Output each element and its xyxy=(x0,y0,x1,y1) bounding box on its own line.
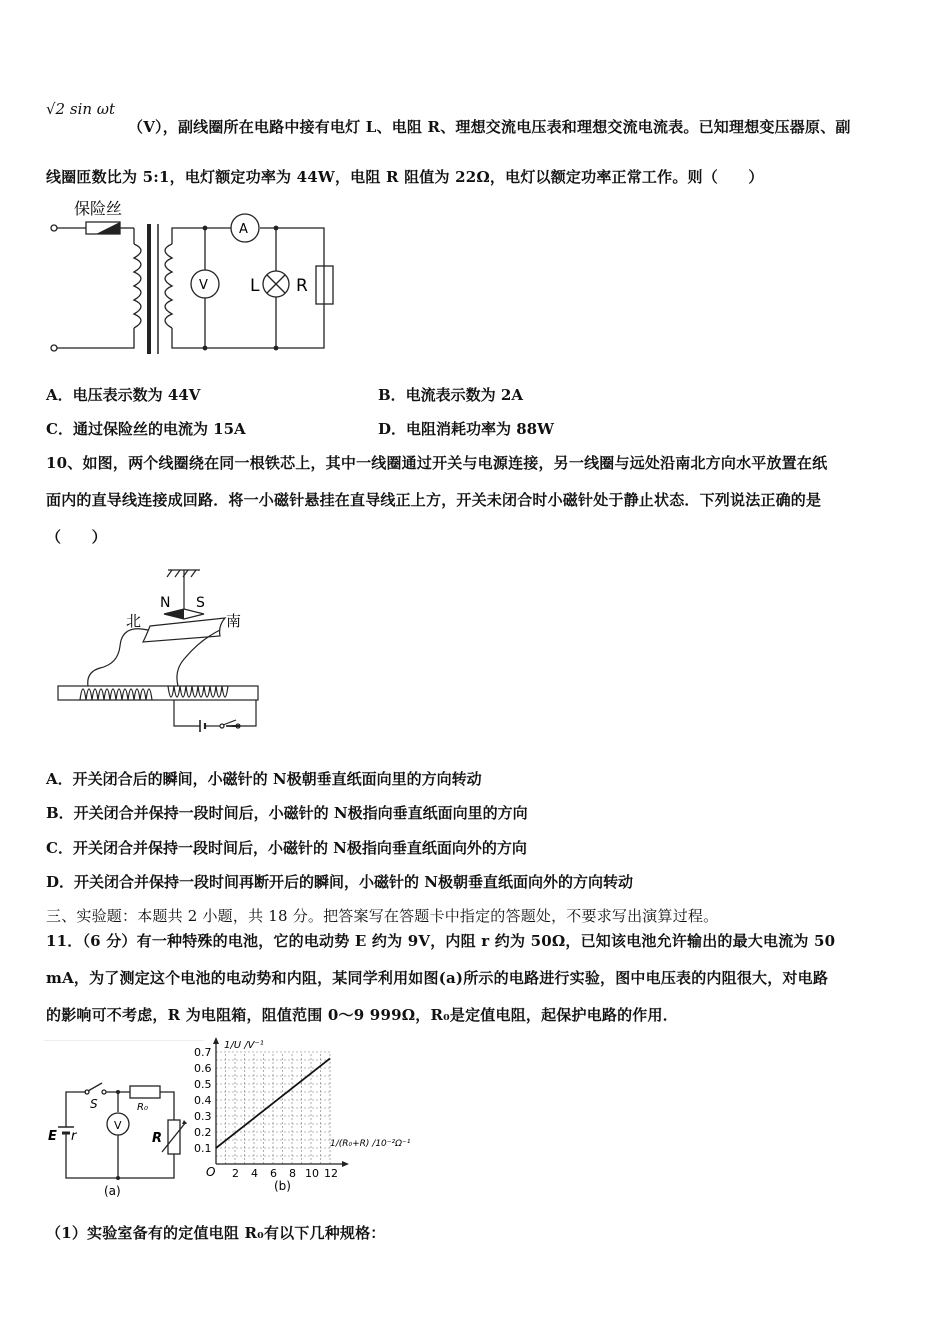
graph-b-chart xyxy=(188,1030,428,1200)
x-tick-label: 6 xyxy=(270,1167,277,1180)
x-axis-arrow xyxy=(342,1161,349,1167)
q9-option-c: C．通过保险丝的电流为 15A xyxy=(46,420,246,438)
y-axis-arrow xyxy=(213,1037,219,1044)
lamp-label: L xyxy=(250,276,260,296)
x-tick-label: 8 xyxy=(289,1167,296,1180)
section3-heading: 三、实验题：本题共 2 小题，共 18 分。把答案写在答题卡中指定的答题处，不要求写出演算过程。 xyxy=(46,907,719,925)
q9-option-d: D．电阻消耗功率为 88W xyxy=(378,420,554,438)
resbox-label: R xyxy=(152,1131,163,1146)
switch-label: S xyxy=(90,1097,98,1111)
north-label: 北 xyxy=(126,612,142,630)
y-tick-label: 0.1 xyxy=(194,1142,212,1155)
y-tick-label: 0.7 xyxy=(194,1046,212,1059)
x-axis-label: 1/(R₀+R) /10⁻²Ω⁻¹ xyxy=(330,1139,411,1149)
voltmeter-a-label: V xyxy=(114,1119,122,1132)
q10-option-d: D．开关闭合并保持一段时间再断开后的瞬间，小磁针的 N极朝垂直纸面向外的方向转动 xyxy=(46,873,633,891)
q11-line3: 的影响可不考虑，R 为电阻箱，阻值范围 0～9 999Ω，R₀是定值电阻，起保护电路的作用． xyxy=(46,1006,678,1024)
x-tick-label: 12 xyxy=(324,1167,338,1180)
ammeter-label: A xyxy=(239,222,248,237)
south-label: 南 xyxy=(226,612,242,630)
q11-sub1: （1）实验室备有的定值电阻 R₀有以下几种规格： xyxy=(46,1224,386,1242)
q10-option-c: C．开关闭合并保持一段时间后，小磁针的 N极指向垂直纸面向外的方向 xyxy=(46,839,527,857)
x-tick-label: 10 xyxy=(305,1167,319,1180)
coil-compass-figure xyxy=(50,560,280,745)
q9-line2: 线圈匝数比为 5:1，电灯额定功率为 44W，电阻 R 阻值为 22Ω，电灯以额定功率正常工作。则（ ） xyxy=(46,168,764,186)
x-tick-label: 2 xyxy=(232,1167,239,1180)
r0-label: R₀ xyxy=(137,1102,148,1113)
fuse-label: 保险丝 xyxy=(74,199,123,218)
y-tick-label: 0.5 xyxy=(194,1078,212,1091)
sqrt-expression: √2 sin ωt xyxy=(46,100,116,118)
q10-line2: 面内的直导线连接成回路．将一小磁针悬挂在直导线正上方，开关未闭合时小磁针处于静止状态．下列说法正确的是 xyxy=(46,491,822,509)
q10-line3: （ ） xyxy=(46,528,107,546)
y-tick-label: 0.2 xyxy=(194,1126,212,1139)
q9-option-b: B．电流表示数为 2A xyxy=(378,386,523,404)
q9-line1: （V），副线圈所在电路中接有电灯 L、电阻 R、理想交流电压表和理想交流电流表。已知理想变压器原、副 xyxy=(128,118,851,136)
q10-option-b: B．开关闭合并保持一段时间后，小磁针的 N极指向垂直纸面向里的方向 xyxy=(46,804,528,822)
origin-label: O xyxy=(206,1165,216,1179)
caption-b: (b) xyxy=(274,1179,291,1193)
y-tick-label: 0.4 xyxy=(194,1094,212,1107)
voltmeter-label: V xyxy=(199,278,208,293)
internal-resistance-label: r xyxy=(71,1129,77,1144)
transformer-circuit-figure xyxy=(46,192,346,362)
emf-label: E xyxy=(48,1129,57,1144)
resistor-label: R xyxy=(296,276,308,296)
south-pole-label: S xyxy=(196,595,205,611)
circuit-a-figure xyxy=(44,1040,204,1200)
y-tick-label: 0.3 xyxy=(194,1110,212,1123)
x-tick-label: 4 xyxy=(251,1167,258,1180)
q9-option-a: A．电压表示数为 44V xyxy=(46,386,201,404)
q10-option-a: A．开关闭合后的瞬间，小磁针的 N极朝垂直纸面向里的方向转动 xyxy=(46,770,482,788)
north-pole-label: N xyxy=(160,595,171,611)
q11-line1: 11．（6 分）有一种特殊的电池，它的电动势 E 约为 9V，内阻 r 约为 50Ω，已知该电池允许输出的最大电流为 50 xyxy=(46,932,836,950)
caption-a: (a) xyxy=(104,1184,121,1198)
q10-line1: 10、如图，两个线圈绕在同一根铁芯上，其中一线圈通过开关与电源连接，另一线圈与远处沿南北方向水平放置在纸 xyxy=(46,454,828,472)
q11-line2: mA，为了测定这个电池的电动势和内阻，某同学利用如图(a)所示的电路进行实验，图中电压表的内阻很大，对电路 xyxy=(46,969,829,987)
y-axis-label: 1/U /V⁻¹ xyxy=(224,1040,264,1051)
y-tick-label: 0.6 xyxy=(194,1062,212,1075)
